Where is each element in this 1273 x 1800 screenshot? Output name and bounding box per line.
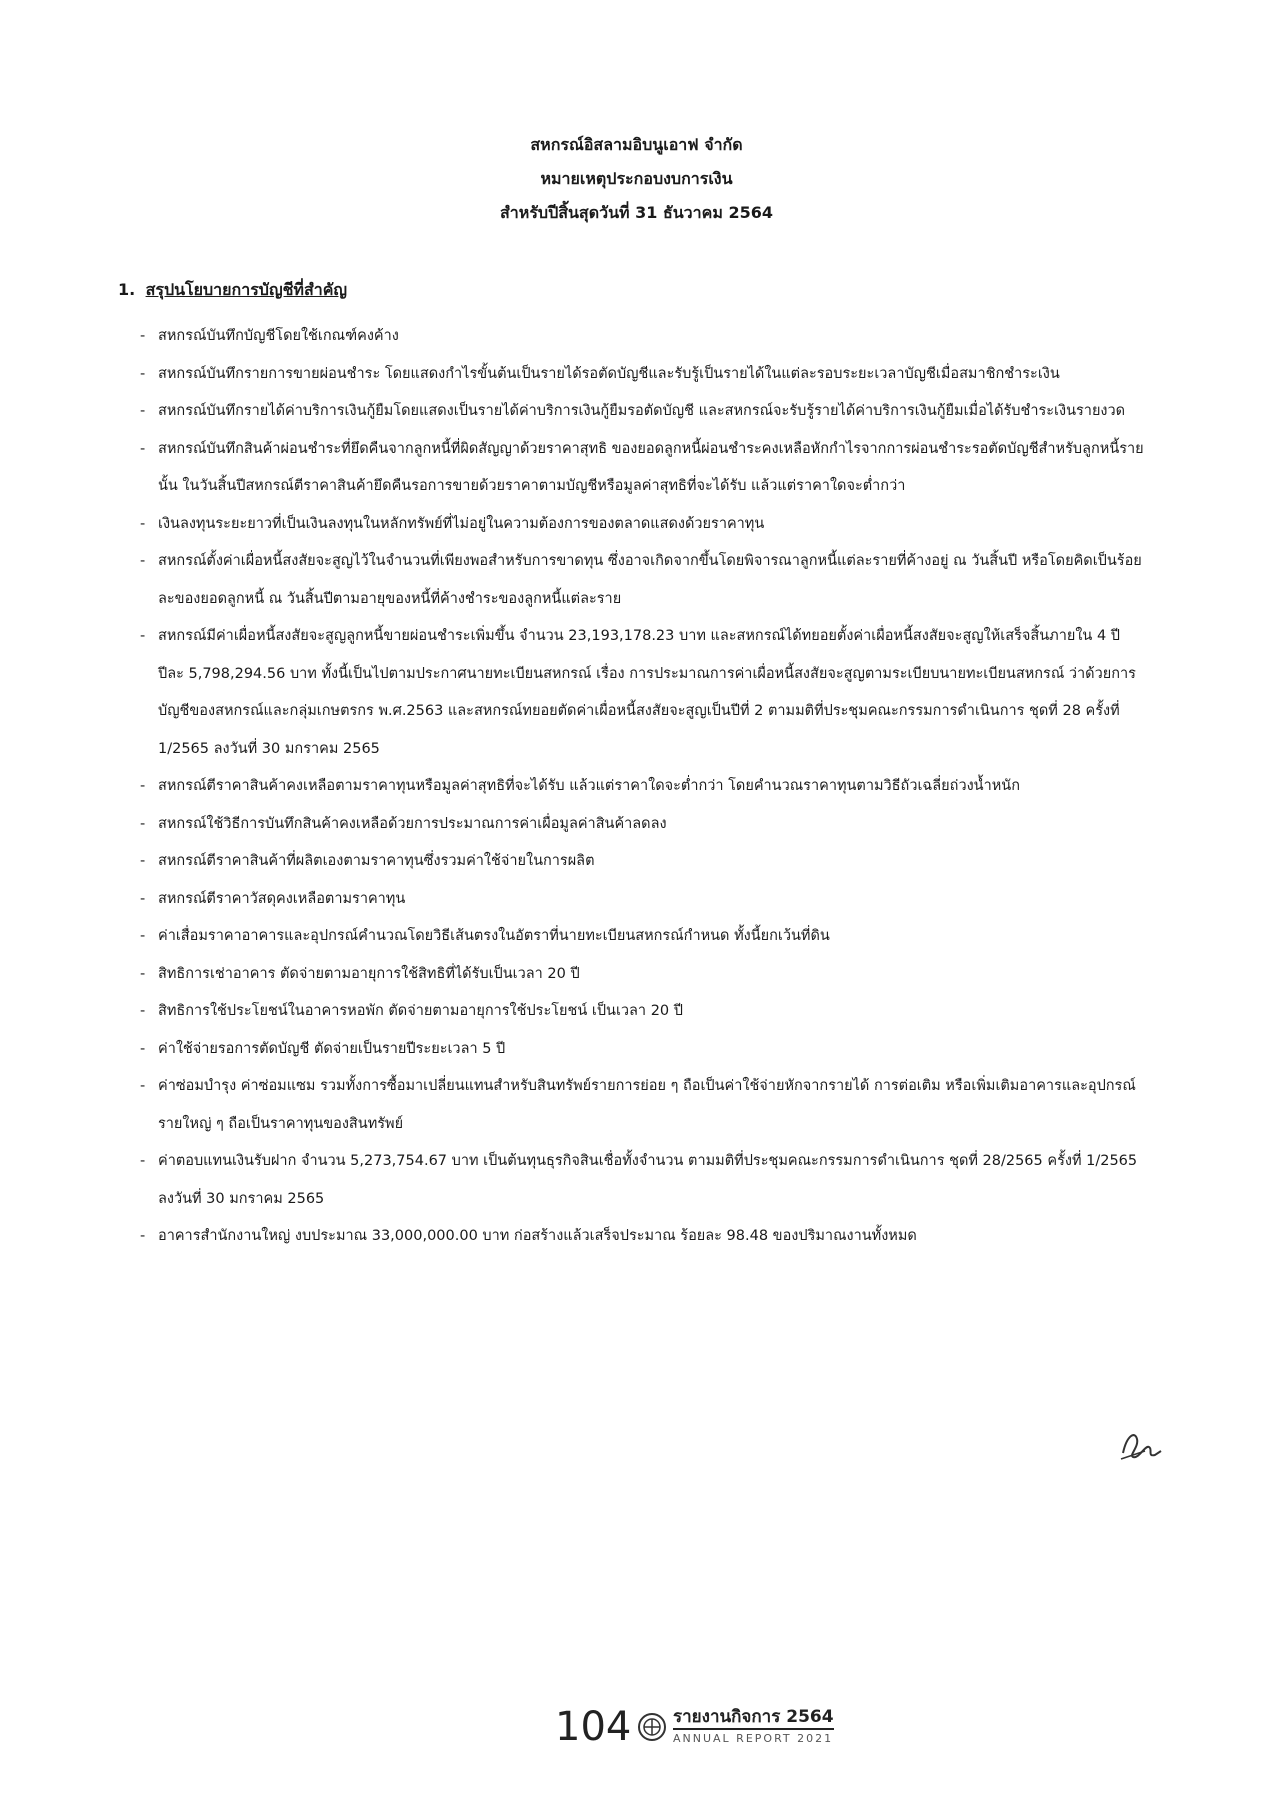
report-subtitle: ANNUAL REPORT 2021 — [673, 1732, 834, 1745]
policy-list — [140, 318, 1150, 1256]
list-item: - สหกรณ์บันทึกสินค้าผ่อนชำระที่ยึดคืนจากลูกหนี้ที่ผิดสัญญาด้วยราคาสุทธิ ของยอดลูกหนี้ผ่อนชำระคงเหลือหักกำไรจากการผ่อนชำระรอตัดบัญชีสำหรับลูกหนี้รายนั้น ในวันสิ้นปีสหกรณ์ตีราคาสินค้ายึดคืนรอการขายด้วยราคาตามบัญชีหรือมูลค่าสุทธิที่จะได้รับ แล้วแต่ราคาใดจะต่ำกว่า — [140, 440, 1144, 494]
list-item: - สหกรณ์มีค่าเผื่อหนี้สงสัยจะสูญลูกหนี้ขายผ่อนชำระเพิ่มขึ้น จำนวน 23,193,178.23 บาท และสหกรณ์ได้ทยอยตั้งค่าเผื่อหนี้สงสัยจะสูญให้เสร็จสิ้นภายใน 4 ปี ปีละ 5,798,294.56 บาท ทั้งนี้เป็นไปตามประกาศนายทะเบียนสหกรณ์ เรื่อง การประมาณการค่าเผื่อหนี้สงสัยจะสูญตามระเบียบนายทะเบียนสหกรณ์ ว่าด้วยการบัญชีของสหกรณ์และกลุ่มเกษตรกร พ.ศ.2563 และสหกรณ์ทยอยตัดค่าเผื่อหนี้สงสัยจะสูญเป็นปีที่ 2 ตามมติที่ประชุมคณะกรรมการดำเนินการ ชุดที่ 28 ครั้งที่ 1/2565 ลงวันที่ 30 มกราคม 2565 — [140, 628, 1136, 757]
list-item: - สิทธิการใช้ประโยชน์ในอาคารหอพัก ตัดจ่ายตามอายุการใช้ประโยชน์ เป็นเวลา 20 ปี — [140, 1003, 683, 1019]
signature-mark — [1115, 1425, 1165, 1465]
list-item: - สหกรณ์ตีราคาสินค้าที่ผลิตเองตามราคาทุนซึ่งรวมค่าใช้จ่ายในการผลิต — [140, 853, 595, 869]
section-heading — [118, 278, 347, 303]
list-item: - ค่าใช้จ่ายรอการตัดบัญชี ตัดจ่ายเป็นรายปีระยะเวลา 5 ปี — [140, 1040, 506, 1057]
section-title: สรุปนโยบายการบัญชีที่สำคัญ — [145, 280, 348, 299]
report-title: รายงานกิจการ 2564 — [673, 1706, 834, 1730]
period-line: สำหรับปีสิ้นสุดวันที่ 31 ธันวาคม 2564 — [500, 203, 773, 222]
document-header — [0, 128, 1273, 230]
section-number: 1. — [118, 280, 136, 299]
page-number: 104 — [555, 1704, 632, 1750]
list-item: - สหกรณ์ตีราคาสินค้าคงเหลือตามราคาทุนหรือมูลค่าสุทธิที่จะได้รับ แล้วแต่ราคาใดจะต่ำกว่า โดยคำนวณราคาทุนตามวิธีถัวเฉลี่ยถ่วงน้ำหนัก — [140, 778, 1020, 794]
org-name: สหกรณ์อิสลามอิบนูเอาฟ จำกัด — [530, 135, 743, 154]
list-item: - สหกรณ์ตั้งค่าเผื่อหนี้สงสัยจะสูญไว้ในจำนวนที่เพียงพอสำหรับการขาดทุน ซึ่งอาจเกิดจากขึ้นโดยพิจารณาลูกหนี้แต่ละรายที่ค้างอยู่ ณ วันสิ้นปี หรือโดยคิดเป็นร้อยละของยอดลูกหนี้ ณ วันสิ้นปีตามอายุของหนี้ที่ค้างชำระของลูกหนี้แต่ละราย — [140, 553, 1142, 607]
doc-title: หมายเหตุประกอบงบการเงิน — [540, 169, 733, 188]
list-item: - ค่าเสื่อมราคาอาคารและอุปกรณ์คำนวณโดยวิธีเส้นตรงในอัตราที่นายทะเบียนสหกรณ์กำหนด ทั้งนี้ยกเว้นที่ดิน — [140, 928, 830, 944]
list-item: - ค่าซ่อมบำรุง ค่าซ่อมแซม รวมทั้งการซื้อมาเปลี่ยนแทนสำหรับสินทรัพย์รายการย่อย ๆ ถือเป็นค่าใช้จ่ายหักจากรายได้ การต่อเติม หรือเพิ่มเติมอาคารและอุปกรณ์รายใหญ่ ๆ ถือเป็นราคาทุนของสินทรัพย์ — [140, 1078, 1136, 1132]
list-item: - ค่าตอบแทนเงินรับฝาก จำนวน 5,273,754.67 บาท เป็นต้นทุนธุรกิจสินเชื่อทั้งจำนวน ตามมติที่ประชุมคณะกรรมการดำเนินการ ชุดที่ 28/2565 ครั้งที่ 1/2565 ลงวันที่ 30 มกราคม 2565 — [140, 1153, 1138, 1207]
cooperative-logo-icon — [637, 1712, 667, 1742]
list-item: - อาคารสำนักงานใหญ่ งบประมาณ 33,000,000.00 บาท ก่อสร้างแล้วเสร็จประมาณ ร้อยละ 98.48 ของปริมาณงานทั้งหมด — [140, 1228, 917, 1244]
list-item: - สหกรณ์บันทึกบัญชีโดยใช้เกณฑ์คงค้าง — [140, 328, 399, 344]
list-item: - เงินลงทุนระยะยาวที่เป็นเงินลงทุนในหลักทรัพย์ที่ไม่อยู่ในความต้องการของตลาดแสดงด้วยราคาทุน — [140, 515, 765, 532]
list-item: - สหกรณ์บันทึกรายการขายผ่อนชำระ โดยแสดงกำไรขั้นต้นเป็นรายได้รอตัดบัญชีและรับรู้เป็นรายได้ในแต่ละรอบระยะเวลาบัญชีเมื่อสมาชิกชำระเงิน — [140, 365, 1060, 382]
list-item: - สหกรณ์บันทึกรายได้ค่าบริการเงินกู้ยืมโดยแสดงเป็นรายได้ค่าบริการเงินกู้ยืมรอตัดบัญชี และสหกรณ์จะรับรู้รายได้ค่าบริการเงินกู้ยืมเมื่อได้รับชำระเงินรายงวด — [140, 403, 1126, 419]
list-item: - สิทธิการเช่าอาคาร ตัดจ่ายตามอายุการใช้สิทธิที่ได้รับเป็นเวลา 20 ปี — [140, 965, 580, 982]
list-item: - สหกรณ์ใช้วิธีการบันทึกสินค้าคงเหลือด้วยการประมาณการค่าเผื่อมูลค่าสินค้าลดลง — [140, 815, 667, 832]
list-item: - สหกรณ์ตีราคาวัสดุคงเหลือตามราคาทุน — [140, 890, 406, 907]
